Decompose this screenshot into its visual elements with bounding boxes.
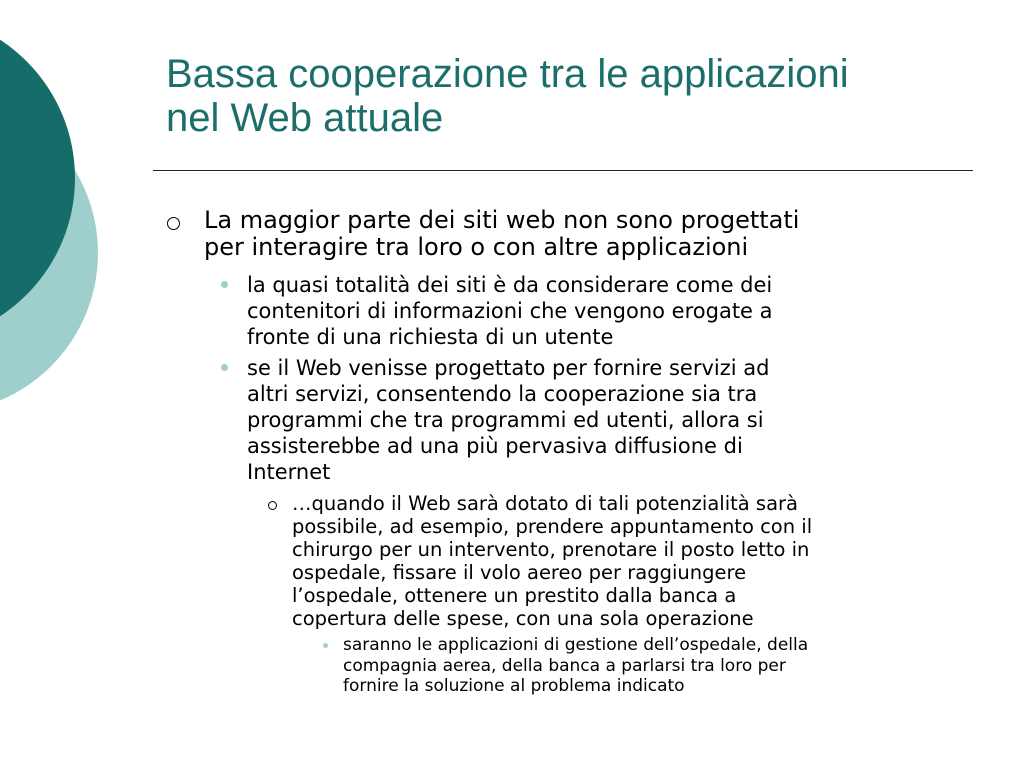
bullet-text	[247, 272, 773, 350]
filled-dot-icon	[221, 281, 228, 288]
bullet-text	[204, 207, 799, 261]
bullet-level4	[343, 635, 808, 697]
bullet-line: possibile, ad esempio, prendere appuntamento con il	[292, 515, 813, 538]
bullet-line: assisterebbe ad una più pervasiva diffusione di	[247, 434, 743, 458]
bullet-line: contenitori di informazioni che vengono erogate a	[247, 299, 773, 323]
hollow-circle-icon	[268, 501, 277, 510]
bullet-level2	[247, 272, 773, 350]
bullet-line: chirurgo per un intervento, prenotare il posto letto in	[292, 538, 810, 561]
title-divider	[153, 170, 973, 171]
slide-title-line-1: Bassa cooperazione tra le applicazioni	[166, 52, 849, 96]
bullet-line: se il Web venisse progettato per fornire servizi ad	[247, 356, 770, 380]
hollow-circle-icon	[167, 217, 180, 230]
filled-dot-icon	[323, 643, 328, 648]
bullet-text	[343, 635, 808, 697]
bullet-text	[292, 492, 812, 630]
bullet-text	[247, 355, 769, 485]
filled-dot-icon	[221, 364, 228, 371]
slide-title-line-2: nel Web attuale	[166, 96, 444, 140]
bullet-line: programmi che tra programmi ed utenti, allora si	[247, 408, 764, 432]
bullet-line: fornire la soluzione al problema indicato	[343, 676, 685, 696]
bullet-line: saranno le applicazioni di gestione dell’ospedale, della	[343, 635, 809, 655]
bullet-line: copertura delle spese, con una sola operazione	[292, 607, 754, 630]
bullet-line: ospedale, fissare il volo aereo per raggiungere	[292, 561, 747, 584]
bullet-line: fronte di una richiesta di un utente	[247, 325, 614, 349]
bullet-line: la quasi totalità dei siti è da considerare come dei	[247, 273, 773, 297]
bullet-line: altri servizi, consentendo la cooperazione sia tra	[247, 382, 758, 406]
bullet-line: …quando il Web sarà dotato di tali potenzialità sarà	[292, 492, 798, 515]
bullet-line: per interagire tra loro o con altre applicazioni	[204, 233, 749, 261]
bullet-line: l’ospedale, ottenere un prestito dalla banca a	[292, 584, 737, 607]
bullet-level1	[204, 207, 799, 261]
decorative-circles	[0, 0, 110, 420]
bullet-line: compagnia aerea, della banca a parlarsi tra loro per	[343, 655, 786, 676]
bullet-level3	[292, 492, 812, 630]
bullet-line: La maggior parte dei siti web non sono progettati	[204, 206, 800, 234]
slide-title	[166, 52, 986, 140]
bullet-level2	[247, 355, 769, 485]
bullet-line: Internet	[247, 460, 331, 484]
